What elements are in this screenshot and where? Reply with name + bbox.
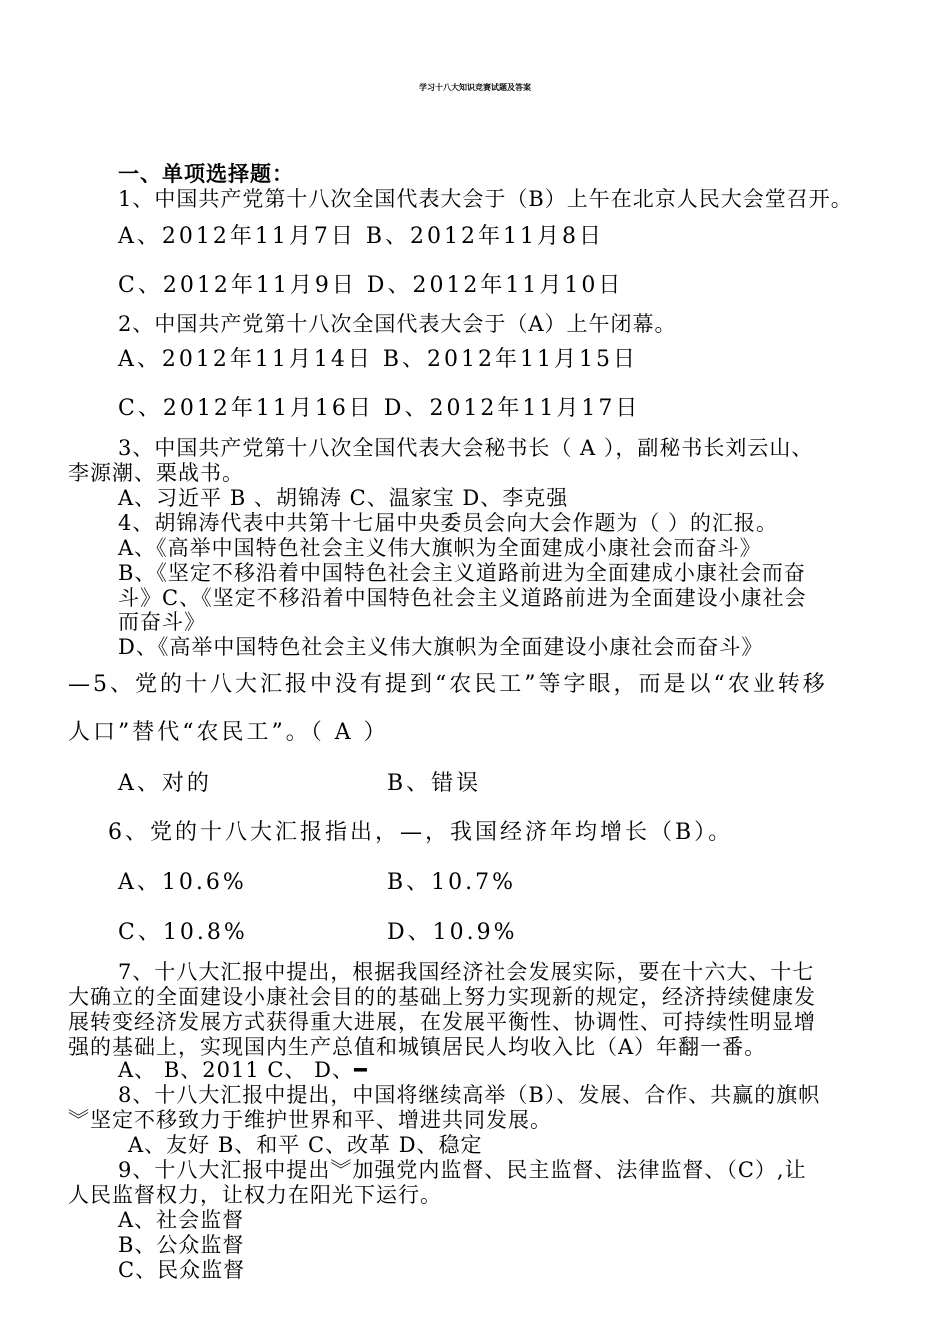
question-5-option-a: A、对的 [118,771,212,796]
question-7-line4: 强的基础上，实现国内生产总值和城镇居民人均收入比（A）年翻一番。 [68,1035,767,1059]
question-3-text-line1: 3、中国共产党第十八次全国代表大会秘书长（ A ），副秘书长刘云山、 [118,436,814,460]
question-7-line1: 7、十八大汇报中提出，根据我国经济社会发展实际，要在十六大、十七 [118,960,815,984]
question-2-options-ab: A、2012年11月14日 B、2012年11月15日 [118,347,639,372]
question-1-text: 1、中国共产党第十八次全国代表大会于（B）上午在北京人民大会堂召开。 [118,187,853,211]
question-9-line2: 人民监督权力，让权力在阳光下运行。 [68,1183,442,1207]
question-4-option-b-line3: 而奋斗》 [118,610,206,634]
question-9-option-a: A、社会监督 [118,1208,245,1232]
question-5-text-line1: —5、党的十八大汇报中没有提到“农民工”等字眼，而是以“农业转移 [68,672,828,697]
question-9-line1: 9、十八大汇报中提出︾加强党内监督、民主监督、法律监督、（C）,让 [118,1158,807,1182]
question-8-line2: ︾坚定不移致力于维护世界和平、增进共同发展。 [68,1108,552,1132]
question-1-options-cd: C、2012年11月9日 D、2012年11月10日 [118,273,624,298]
question-7-options: A、 B、2011 C、 D、━ [118,1058,368,1082]
question-8-options: A、友好 B、和平 C、改革 D、稳定 [128,1133,483,1157]
question-7-line3: 展转变经济发展方式获得重大进展，在发展平衡性、协调性、可持续性明显增 [68,1010,816,1034]
question-4-option-b-line2: 斗》C、《坚定不移沿着中国特色社会主义道路前进为全面建设小康社会 [118,586,807,610]
question-6-option-d: D、10.9% [387,920,518,945]
question-8-line1: 8、十八大汇报中提出，中国将继续高举（B）、发展、合作、共赢的旗帜 [118,1083,821,1107]
question-1-options-ab: A、2012年11月7日 B、2012年11月8日 [118,224,605,249]
question-6-option-c: C、10.8% [118,920,248,945]
question-6-option-a: A、10.6% [118,870,247,895]
question-2-options-cd: C、2012年11月16日 D、2012年11月17日 [118,396,641,421]
question-5-text-line2: 人口”替代“农民工”。（ A ） [68,720,389,745]
question-7-line2: 大确立的全面建设小康社会目的的基础上努力实现新的规定，经济持续健康发 [68,985,816,1009]
question-9-option-c: C、民众监督 [118,1258,246,1282]
question-4-option-d: D、《高举中国特色社会主义伟大旗帜为全面建设小康社会而奋斗》 [118,635,764,659]
question-6-text: 6、党的十八大汇报指出，—，我国经济年均增长（B）。 [108,820,734,845]
question-6-option-b: B、10.7% [387,870,517,895]
question-2-text: 2、中国共产党第十八次全国代表大会于（A）上午闭幕。 [118,312,677,336]
question-3-options: A、习近平 B 、胡锦涛 C、温家宝 D、李克强 [118,486,569,510]
question-4-option-b-line1: B、《坚定不移沿着中国特色社会主义道路前进为全面建成小康社会而奋 [118,561,806,585]
page-title: 学习十八大知识竞赛试题及答案 [419,83,531,92]
question-4-option-a: A、《高举中国特色社会主义伟大旗帜为全面建成小康社会而奋斗》 [118,536,762,560]
question-5-option-b: B、错误 [387,771,482,796]
question-9-option-b: B、公众监督 [118,1233,245,1257]
question-4-text: 4、胡锦涛代表中共第十七届中央委员会向大会作题为（ ）的汇报。 [118,511,779,535]
question-3-text-line2: 李源潮、栗战书。 [68,461,244,485]
section-heading: 一、单项选择题： [118,162,294,186]
